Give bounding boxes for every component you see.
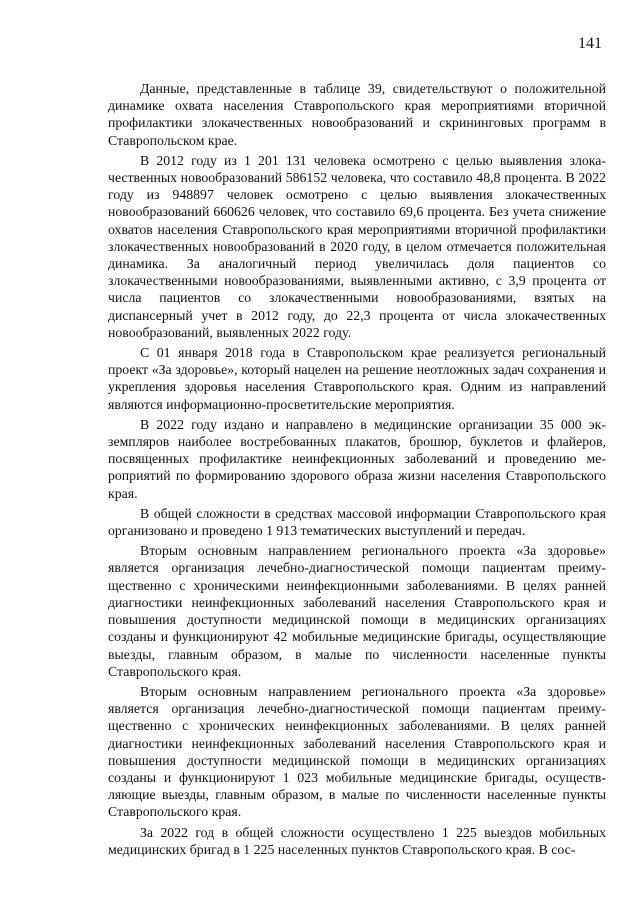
paragraph: В общей сложности в средствах массовой информации Ставропольского края организовано и проведено 1 913 тематических выступлений и передач. xyxy=(108,505,606,539)
paragraph: С 01 января 2018 года в Ставропольском крае реализуется региональный проект «За здоровье», который нацелен на решение неотложных задач сохранения и укрепления здоровья населения Ставропольского края. Одним из направлений являются информационно-просветительские мероприятия. xyxy=(108,345,606,412)
paragraph: В 2012 году из 1 201 131 человека осмотрено с целью выявления злокачественных новообразований 586152 человека, что составило 48,8 процента. В 2022 году из 948897 человек осмотрено с целью выявления злокачественных новообразований 660626 человек, что составило 69,6 процента. Без учета снижение охватов населения Ставропольского края мероприятиями вторичной профилактики злокачественных новообразований в 2020 году, в целом отмечается положительная динамика. За аналогичный период увеличилась доля пациентов со злокачественными новообразованиями, выявленными активно, с 3,9 процента от числа пациентов со злокачественными новообразованиями, взятых на диспансерный учет в 2012 году, до 22,3 процента от числа злокачественных новообразований, выявленных 2022 году. xyxy=(108,152,606,340)
page-number: 141 xyxy=(578,35,602,52)
paragraph: Данные, представленные в таблице 39, свидетельствуют о положительной динамике охвата населения Ставропольского края мероприятиями вторичной профилактики злокачественных новообразований и скрининговых программ в Ставропольском крае. xyxy=(108,81,606,148)
paragraph: Вторым основным направлением регионального проекта «За здоровье» является организация лечебно-диагностической помощи пациентам преимущественно с хроническими неинфекционными заболеваниями. В целях ранней диагностики неинфекционных заболеваний населения Ставропольского края и повышения доступности медицинской помощи в медицинских организациях созданы и функционируют 42 мобильные медицинские бригады, осуществляющие выезды, главным образом, в малые по численности населенные пункты Ставропольского края. xyxy=(108,543,606,679)
body-text xyxy=(108,80,606,861)
paragraph: За 2022 год в общей сложности осуществлено 1 225 выездов мобильных медицинских бригад в 1 225 населенных пунктов Ставропольского края. В сос- xyxy=(108,824,606,857)
paragraph: В 2022 году издано и направлено в медицинские организации 35 000 экземпляров наиболее востребованных плакатов, брошюр, буклетов и флайеров, посвященных профилактике неинфекционных заболеваний и проведению мероприятий по формированию здорового образа жизни населения Ставропольского края. xyxy=(108,416,606,501)
paragraph: Вторым основным направлением регионального проекта «За здоровье» является организация лечебно-диагностической помощи пациентам преимущественно с хронических неинфекционных заболеваниями. В целях ранней диагностики неинфекционных заболеваний населения Ставропольского края и повышения доступности медицинской помощи в медицинских организациях созданы и функционируют 1 023 мобильные медицинские бригады, осуществляющие выезды, главным образом, в малые по численности населенные пункты Ставропольского края. xyxy=(108,683,606,820)
